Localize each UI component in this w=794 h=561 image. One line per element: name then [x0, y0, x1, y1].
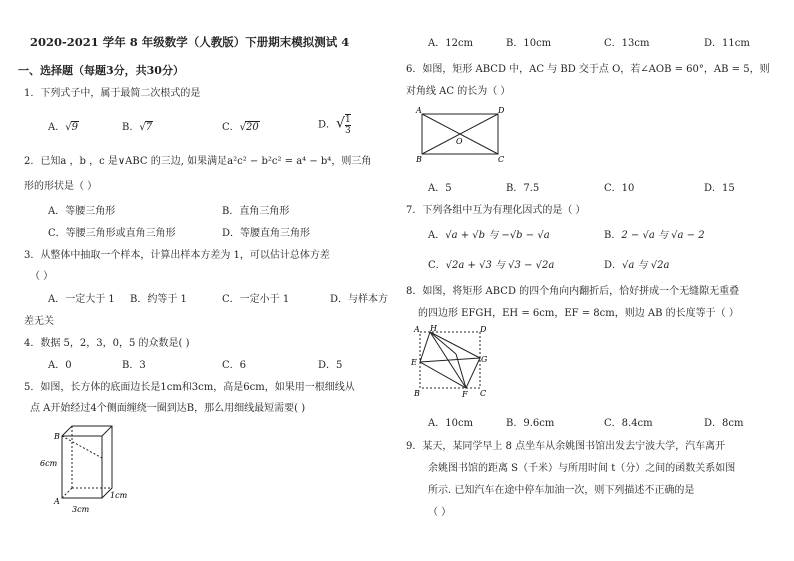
question-5-line2: 点 A开始经过4个侧面缠绕一圈到达B，那么用细线最短需要( ) [30, 403, 306, 414]
cuboid-figure [40, 422, 140, 516]
q5-option-b: B．10cm [506, 38, 552, 49]
rectangle-figure [414, 104, 508, 164]
fig5-label-width: 3cm [72, 505, 90, 514]
q7-option-a [428, 226, 550, 241]
q1-option-a-label: A． [48, 122, 66, 133]
question-5-line1: 5．如图，长方体的底面边长是1cm和3cm，高是6cm，如果用一根细线从 [24, 382, 355, 393]
question-2-line2: 形的形状是（ ） [24, 181, 98, 192]
q8-option-b: B．9.6cm [506, 418, 555, 429]
q7-option-b-label: B． [604, 230, 622, 241]
question-8-line1: 8．如图，将矩形 ABCD 的四个角向内翻折后，恰好拼成一个无缝隙无重叠 [406, 286, 740, 297]
q2-option-a: A．等腰三角形 [48, 206, 116, 217]
fig8-label-b: B [414, 389, 420, 398]
fig5-label-b: B [54, 432, 60, 441]
q7-option-c-label: C． [428, 260, 446, 271]
fig8-label-e: E [411, 358, 417, 367]
q1-option-d-denominator: 3 [344, 126, 351, 136]
question-9-line4: （ ） [428, 507, 452, 518]
page-title: 2020-2021 学年 8 年级数学（人教版）下册期末模拟测试 4 [30, 35, 350, 49]
q7-option-d-expr: √a 与 √2a [622, 260, 670, 271]
question-6-line1: 6．如图，矩形 ABCD 中，AC 与 BD 交于点 O，若∠AOB = 60°，AB = 5，则 [406, 64, 770, 75]
q3-option-c: C．一定小于 1 [222, 294, 290, 305]
q8-option-c: C．8.4cm [604, 418, 653, 429]
q1-option-b: B．√7 [122, 122, 153, 133]
q1-option-d-numerator: 1 [344, 115, 351, 125]
question-9-line1: 9．某天，某同学早上 8 点坐车从余姚图书馆出发去宁波大学，汽车离开 [406, 441, 726, 452]
fig5-label-a: A [54, 497, 60, 506]
fig8-label-c: C [480, 389, 487, 398]
q4-option-d: D．5 [318, 360, 343, 371]
question-3-line1: 3．从整体中抽取一个样本，计算出样本方差为 1，可以估计总体方差 [24, 250, 330, 261]
q7-option-c-expr: √2a + √3 与 √3 − √2a [445, 260, 555, 271]
q1-option-c-label: C． [222, 122, 240, 133]
q1-option-d-label: D． [318, 119, 337, 131]
q6-option-d: D．15 [704, 183, 735, 194]
q7-option-d-label: D． [604, 260, 623, 271]
fig6-label-b: B [416, 155, 422, 164]
fig6-label-a: A [416, 106, 422, 115]
q5-option-c: C．13cm [604, 38, 650, 49]
question-9-line2: 余姚图书馆的距离 S（千米）与所用时间 t（分）之间的函数关系如图 [428, 463, 736, 474]
fig8-label-h: H [430, 324, 437, 333]
q3-option-a: A．一定大于 1 [48, 294, 115, 305]
fig5-label-height: 6cm [40, 459, 58, 468]
q1-option-d: D．√ $\frac{1}{3}$ [318, 115, 351, 136]
fig6-label-c: C [498, 155, 505, 164]
q7-option-d [604, 256, 669, 271]
q1-option-a: A．√9 [48, 122, 78, 133]
fig8-label-d: D [480, 325, 487, 334]
question-4-stem: 4．数据 5，2，3，0，5 的众数是( ) [24, 338, 190, 349]
fig8-label-a: A [414, 325, 420, 334]
question-7-stem: 7．下列各组中互为有理化因式的是（ ） [406, 205, 586, 216]
q7-option-b [604, 226, 705, 241]
fig6-label-o: O [456, 137, 463, 146]
q4-option-b: B．3 [122, 360, 146, 371]
q1-option-b-label: B． [122, 122, 140, 133]
q3-option-b: B．约等于 1 [130, 294, 187, 305]
section-heading: 一、选择题（每题3分，共30分） [18, 64, 184, 77]
q3-option-d: D．与样本方 [330, 294, 389, 305]
q6-option-c: C．10 [604, 183, 635, 194]
q7-option-a-label: A． [428, 230, 446, 241]
q4-option-c: C．6 [222, 360, 247, 371]
fig8-label-g: G [481, 355, 488, 364]
q7-option-c [428, 256, 554, 271]
q2-option-c: C．等腰三角形或直角三角形 [48, 228, 176, 239]
q2-option-b: B．直角三角形 [222, 206, 290, 217]
q3-option-d-continued: 差无关 [24, 316, 54, 327]
question-6-line2: 对角线 AC 的长为（ ） [406, 86, 511, 97]
q1-option-c: C．√20 [222, 122, 259, 133]
q6-option-b: B．7.5 [506, 183, 540, 194]
q2-option-d: D．等腰直角三角形 [222, 228, 311, 239]
question-2-line1: 2．已知a ，b ，c 是∨ABC 的三边, 如果满足a²c² − b²c² = a⁴ − b⁴，则三角 [24, 156, 372, 167]
q8-option-d: D．8cm [704, 418, 744, 429]
q6-option-a: A．5 [428, 183, 452, 194]
q1-option-b-radicand: 7 [145, 122, 153, 133]
q8-option-a: A．10cm [428, 418, 474, 429]
fig5-label-depth: 1cm [110, 491, 128, 500]
q1-option-c-radicand: 20 [246, 122, 259, 133]
q5-option-a: A．12cm [428, 38, 474, 49]
folded-rectangle-figure [410, 324, 490, 398]
q7-option-a-expr: √a + √b 与 −√b − √a [445, 230, 550, 241]
q7-option-b-expr: 2 − √a 与 √a − 2 [621, 230, 705, 241]
q1-option-a-radicand: 9 [71, 122, 78, 133]
question-1-stem: 1．下列式子中，属于最简二次根式的是 [24, 88, 201, 99]
question-9-line3: 所示. 已知汽车在途中停车加油一次，则下列描述不正确的是 [428, 485, 695, 496]
question-8-line2: 的四边形 EFGH，EH = 6cm，EF = 8cm，则边 AB 的长度等于（ ） [418, 308, 739, 319]
q5-option-d: D．11cm [704, 38, 750, 49]
question-3-line2: （ ） [30, 271, 54, 282]
fig6-label-d: D [498, 106, 505, 115]
q4-option-a: A．0 [48, 360, 72, 371]
fig8-label-f: F [462, 390, 468, 398]
